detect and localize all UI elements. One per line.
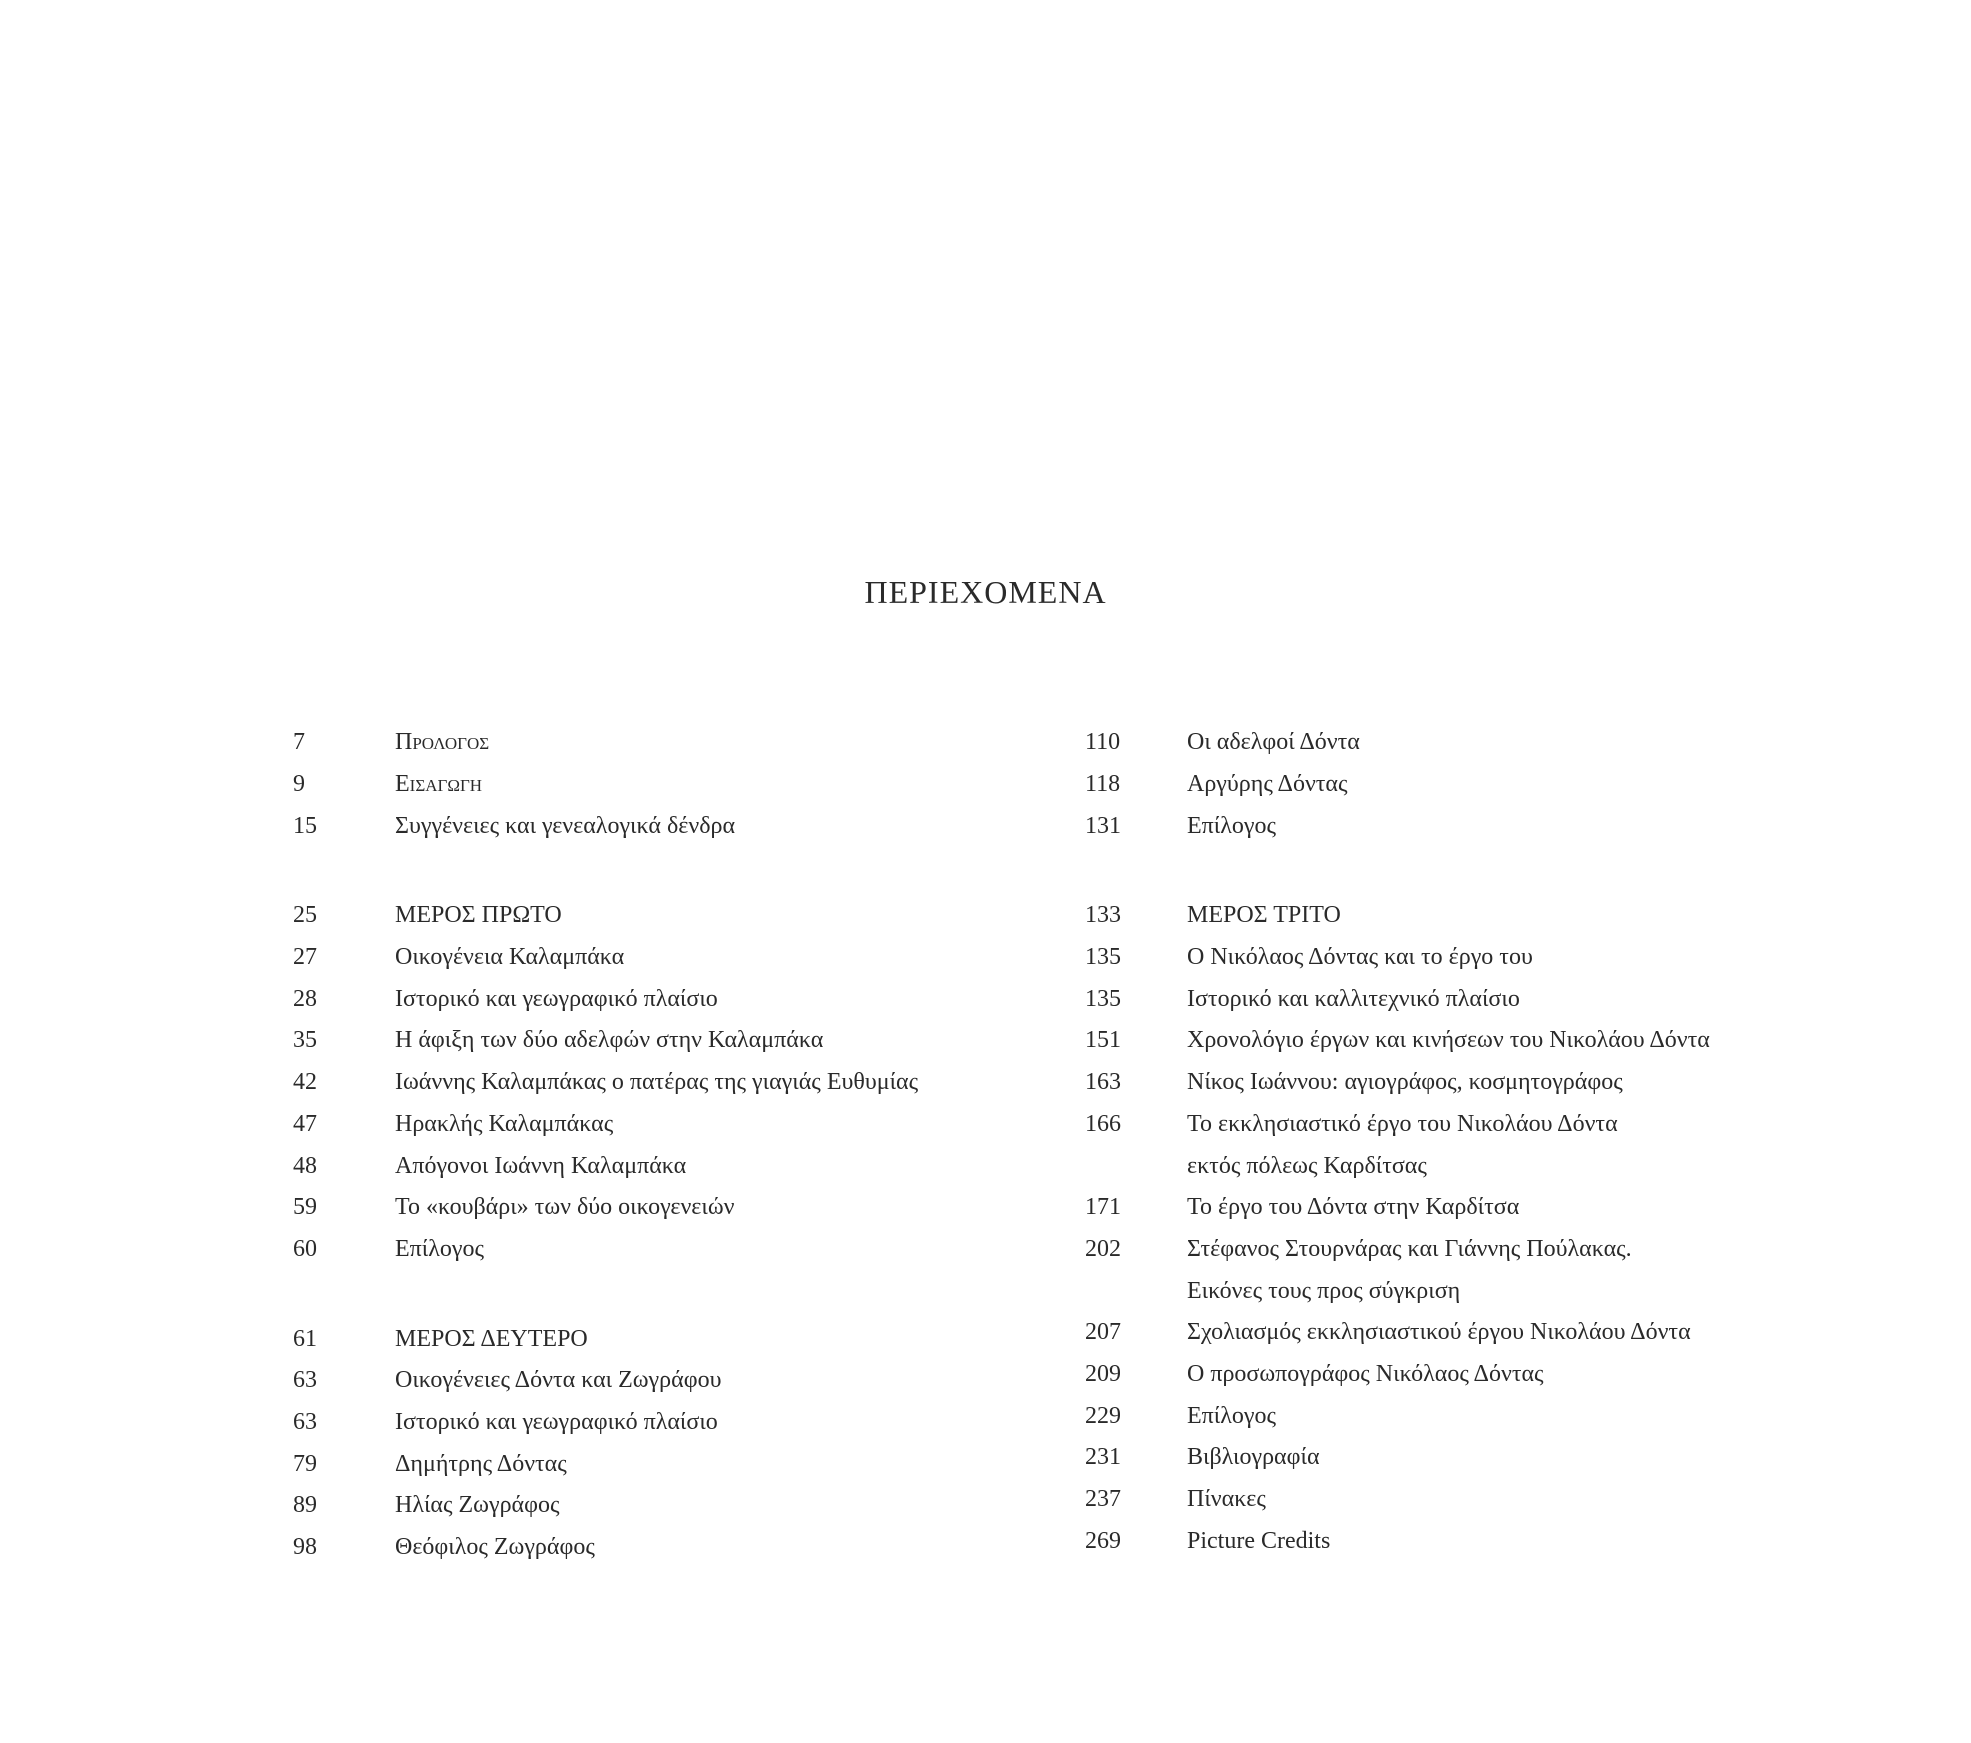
toc-entry-title: Οικογένειες Δόντα και Ζωγράφου <box>395 1367 722 1394</box>
toc-entry-title: εκτός πόλεως Καρδίτσας <box>1187 1152 1427 1179</box>
toc-entry <box>1085 1354 1905 1396</box>
toc-page-number: 163 <box>1085 1069 1121 1096</box>
toc-entry <box>1085 1520 1905 1562</box>
toc-page-number: 61 <box>293 1325 317 1352</box>
toc-spacer <box>293 847 1053 895</box>
toc-entry-title: Η άφιξη των δύο αδελφών στην Καλαμπάκα <box>395 1027 824 1054</box>
toc-page-number: 63 <box>293 1408 317 1435</box>
toc-entry <box>293 764 1053 806</box>
toc-entry-title: Ο προσωπογράφος Νικόλαος Δόντας <box>1187 1360 1544 1387</box>
toc-page-number: 60 <box>293 1235 317 1262</box>
toc-entry <box>293 1360 1053 1402</box>
toc-page-number: 48 <box>293 1152 317 1179</box>
toc-page-number: 118 <box>1085 771 1121 798</box>
toc-entry-title: Εικόνες τους προς σύγκριση <box>1187 1277 1461 1304</box>
toc-entry <box>1085 895 1905 937</box>
toc-page-number: 229 <box>1085 1402 1121 1429</box>
toc-entry <box>1085 978 1905 1020</box>
toc-entry <box>1085 1145 1905 1187</box>
toc-page-number: 7 <box>293 729 305 756</box>
toc-entry <box>293 1187 1053 1229</box>
toc-page-number: 42 <box>293 1069 317 1096</box>
toc-page-number: 47 <box>293 1110 317 1137</box>
toc-right-column <box>1085 722 1905 1562</box>
toc-entry-title: Επίλογος <box>395 1235 484 1262</box>
toc-page-number: 110 <box>1085 729 1121 756</box>
toc-entry <box>293 895 1053 937</box>
toc-entry-title: Εισαγωγη <box>395 771 483 798</box>
toc-list <box>1085 722 1905 1562</box>
toc-page-number: 269 <box>1085 1527 1121 1554</box>
toc-entry-title: Το έργο του Δόντα στην Καρδίτσα <box>1187 1194 1520 1221</box>
toc-page-number: 59 <box>293 1194 317 1221</box>
toc-entry-title: Επίλογος <box>1187 812 1276 839</box>
toc-page-number: 166 <box>1085 1110 1121 1137</box>
toc-entry-title: Ηλίας Ζωγράφος <box>395 1492 560 1519</box>
toc-page-number: 202 <box>1085 1235 1121 1262</box>
toc-entry <box>1085 1437 1905 1479</box>
toc-entry-title: Οικογένεια Καλαμπάκα <box>395 944 625 971</box>
toc-page-number: 131 <box>1085 812 1121 839</box>
toc-entry <box>1085 1062 1905 1104</box>
toc-entry-title: Ιστορικό και γεωγραφικό πλαίσιο <box>395 1408 718 1435</box>
toc-entry-title: Ιστορικό και γεωγραφικό πλαίσιο <box>395 985 718 1012</box>
toc-entry <box>293 1443 1053 1485</box>
toc-spacer <box>1085 847 1905 895</box>
toc-entry-title: Το «κουβάρι» των δύο οικογενειών <box>395 1194 735 1221</box>
toc-page-number: 27 <box>293 944 317 971</box>
toc-entry-title: Ιστορικό και καλλιτεχνικό πλαίσιο <box>1187 985 1520 1012</box>
toc-page-number: 209 <box>1085 1360 1121 1387</box>
toc-entry <box>1085 722 1905 764</box>
toc-entry <box>293 1020 1053 1062</box>
toc-entry <box>293 805 1053 847</box>
toc-entry <box>293 978 1053 1020</box>
toc-entry-title: Ιωάννης Καλαμπάκας ο πατέρας της γιαγιάς Ευθυμίας <box>395 1069 919 1096</box>
toc-entry <box>293 1318 1053 1360</box>
toc-page-number: 237 <box>1085 1486 1121 1513</box>
toc-entry-title: Βιβλιογραφία <box>1187 1444 1320 1471</box>
toc-entry-title: Δημήτρης Δόντας <box>395 1450 567 1477</box>
toc-entry-title: Χρονολόγιο έργων και κινήσεων του Νικολάου Δόντα <box>1187 1027 1710 1054</box>
toc-entry <box>1085 764 1905 806</box>
toc-page-number: 28 <box>293 985 317 1012</box>
toc-entry-title: Απόγονοι Ιωάννη Καλαμπάκα <box>395 1152 687 1179</box>
toc-entry-title: Πίνακες <box>1187 1486 1266 1513</box>
toc-left-column <box>293 722 1053 1568</box>
toc-entry-title: Το εκκλησιαστικό έργο του Νικολάου Δόντα <box>1187 1110 1618 1137</box>
toc-entry-title: ΜΕΡΟΣ ΤΡΙΤΟ <box>1187 902 1341 929</box>
page-title: ΠΕΡΙΕΧΟΜΕΝΑ <box>864 574 1107 610</box>
toc-entry-title: Συγγένειες και γενεαλογικά δένδρα <box>395 812 736 839</box>
toc-page-number: 15 <box>293 812 317 839</box>
toc-entry <box>293 1062 1053 1104</box>
toc-entry <box>1085 1270 1905 1312</box>
toc-page-number: 79 <box>293 1450 317 1477</box>
toc-entry <box>293 937 1053 979</box>
toc-entry <box>1085 1020 1905 1062</box>
toc-page-number: 207 <box>1085 1319 1121 1346</box>
toc-page-number: 171 <box>1085 1194 1121 1221</box>
toc-list <box>293 722 1053 1568</box>
toc-entry <box>293 1402 1053 1444</box>
toc-entry-title: Picture Credits <box>1187 1527 1331 1554</box>
toc-entry-title: Σχολιασμός εκκλησιαστικού έργου Νικολάου Δόντα <box>1187 1319 1691 1346</box>
toc-entry-title: Αργύρης Δόντας <box>1187 771 1348 798</box>
toc-page-number: 231 <box>1085 1444 1121 1471</box>
toc-page-number: 135 <box>1085 985 1121 1012</box>
toc-page-number: 151 <box>1085 1027 1121 1054</box>
toc-entry <box>293 1104 1053 1146</box>
toc-entry <box>1085 1229 1905 1271</box>
toc-page-number: 35 <box>293 1027 317 1054</box>
toc-entry-title: Στέφανος Στουρνάρας και Γιάννης Πούλακας. <box>1187 1235 1632 1262</box>
toc-entry <box>1085 1187 1905 1229</box>
toc-entry <box>1085 937 1905 979</box>
toc-entry <box>293 1229 1053 1271</box>
toc-entry <box>1085 1479 1905 1521</box>
toc-entry-title: Θεόφιλος Ζωγράφος <box>395 1534 595 1561</box>
toc-entry <box>1085 1104 1905 1146</box>
toc-spacer <box>293 1270 1053 1318</box>
toc-entry-title: Οι αδελφοί Δόντα <box>1187 729 1360 756</box>
toc-entry-title: Ηρακλής Καλαμπάκας <box>395 1110 614 1137</box>
toc-entry <box>1085 1312 1905 1354</box>
toc-page-number: 135 <box>1085 944 1121 971</box>
toc-entry <box>293 1527 1053 1569</box>
toc-entry <box>1085 805 1905 847</box>
toc-page-number: 133 <box>1085 902 1121 929</box>
toc-entry-title: Επίλογος <box>1187 1402 1276 1429</box>
toc-page-number: 63 <box>293 1367 317 1394</box>
toc-entry-title: Νίκος Ιωάννου: αγιογράφος, κοσμητογράφος <box>1187 1069 1623 1096</box>
toc-page-number: 98 <box>293 1534 317 1561</box>
toc-entry <box>293 1145 1053 1187</box>
toc-page-number: 9 <box>293 771 305 798</box>
toc-entry-title: Προλογος <box>395 729 490 756</box>
toc-entry <box>293 722 1053 764</box>
toc-page-number: 89 <box>293 1492 317 1519</box>
toc-entry <box>293 1485 1053 1527</box>
toc-entry-title: ΜΕΡΟΣ ΔΕΥΤΕΡΟ <box>395 1325 588 1352</box>
toc-entry <box>1085 1395 1905 1437</box>
toc-entry-title: ΜΕΡΟΣ ΠΡΩΤΟ <box>395 902 562 929</box>
toc-entry-title: Ο Νικόλαος Δόντας και το έργο του <box>1187 944 1533 971</box>
toc-page-number: 25 <box>293 902 317 929</box>
